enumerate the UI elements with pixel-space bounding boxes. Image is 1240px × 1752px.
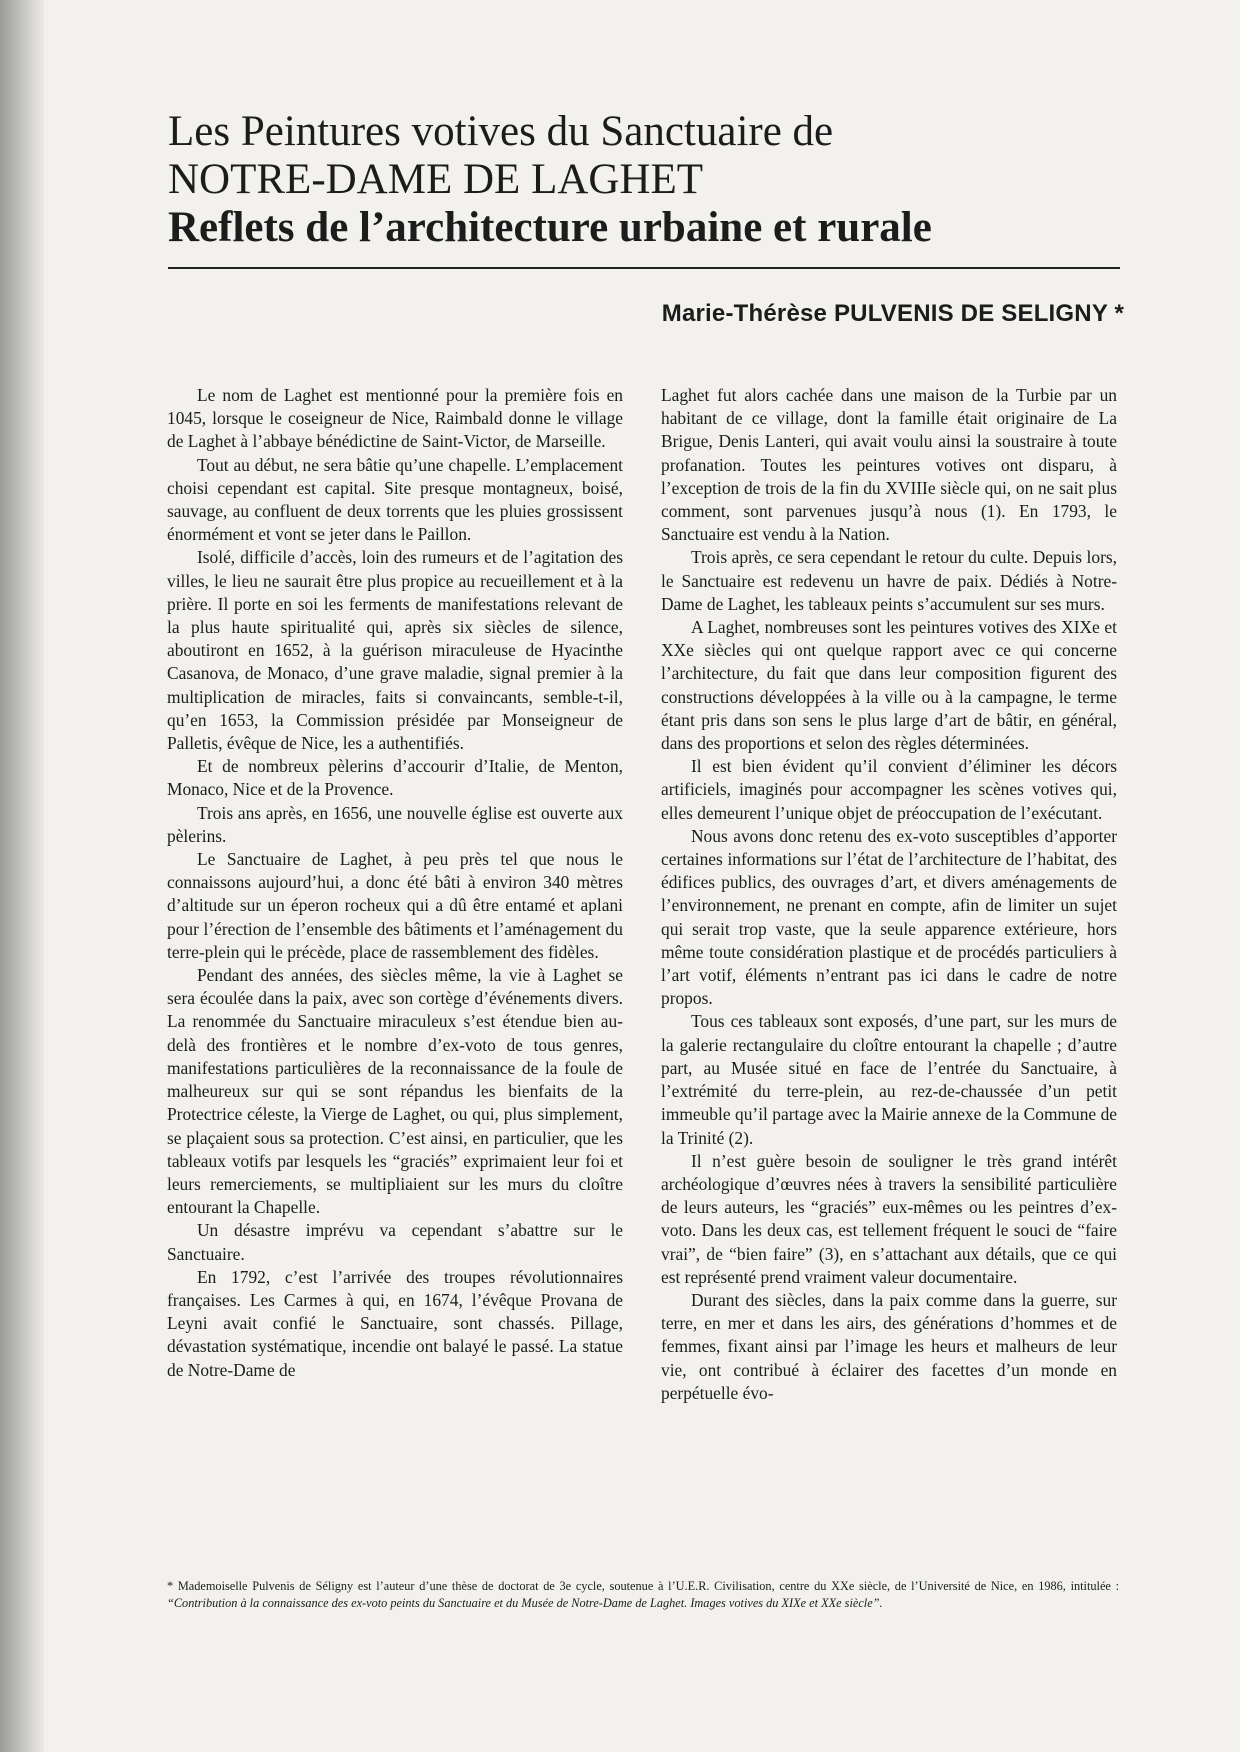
- paragraph: Trois ans après, en 1656, une nouvelle église est ouverte aux pèlerins.: [167, 802, 623, 846]
- paragraph: En 1792, c’est l’arrivée des troupes révolutionnaires françaises. Les Carmes à qui, en 1674, l’évêque Provana de Leyni avait confié le Sanctuaire, sont chassés. Pillage, dévastation systématique, incendie ont balayé le passé. La statue de Notre-Dame de: [167, 1266, 623, 1380]
- paragraph: Isolé, difficile d’accès, loin des rumeurs et de l’agitation des villes, le lieu ne saurait être plus propice au recueillement et à la prière. Il porte en soi les ferments de manifestations relevant de la plus haute spiritualité qui, après six siècles de silence, aboutiront en 1652, à la guérison miraculeuse de Hyacinthe Casanova, de Monaco, d’une grave maladie, signal premier à la multiplication de miracles, faits si convaincants, semble-t-il, qu’en 1653, la Commission présidée par Monseigneur de Palletis, évêque de Nice, les a authentifiés.: [167, 547, 623, 754]
- author-name: Marie-Thérèse PULVENIS DE SELIGNY *: [661, 300, 1124, 327]
- footnote: [167, 1578, 1119, 1612]
- paragraph: Il n’est guère besoin de souligner le très grand intérêt archéologique d’œuvres nées à travers la sensibilité particulière de leurs auteurs, les “graciés” eux-mêmes ou les peintres d’ex-voto. Dans les deux cas, est tellement fréquent le souci de “faire vrai”, de “bien faire” (3), en s’attachant aux détails, que ce qui est représenté prend vraiment valeur documentaire.: [661, 1150, 1117, 1287]
- paragraph: Pendant des années, des siècles même, la vie à Laghet se sera écoulée dans la paix, avec son cortège d’événements divers. La renommée du Sanctuaire miraculeux s’est étendue bien au-delà des frontières et le nombre d’ex-voto de tous genres, manifestations particulières de la reconnaissance de la foule de malheureux sur qui se sont répandus les bienfaits de la Protectrice céleste, la Vierge de Laghet, ou qui, plus simplement, se plaçaient sous sa protection. C’est ainsi, en particulier, que les tableaux votifs par lesquels les “graciés” exprimaient leur foi et leurs remerciements, se multipliaient sur les murs du cloître entourant la Chapelle.: [167, 965, 623, 1218]
- title-line-1: Les Peintures votives du Sanctuaire de: [168, 108, 834, 155]
- paragraph: Durant des siècles, dans la paix comme dans la guerre, sur terre, en mer et dans les airs, des générations d’hommes et de femmes, fixant ainsi par l’image les heurs et malheurs de leur vie, ont contribué à éclairer des facettes d’un monde en perpétuelle évo-: [661, 1289, 1117, 1403]
- left-column: [167, 384, 623, 1382]
- paragraph: Laghet fut alors cachée dans une maison de la Turbie par un habitant de ce village, dont la famille était originaire de La Brigue, Denis Lanteri, qui avait voulu ainsi la soustraire à toute profanation. Toutes les peintures votives ont disparu, à l’exception de trois de la fin du XVIIIe siècle qui, on ne sait plus comment, sont parvenues jusqu’à nous (1). En 1793, le Sanctuaire est vendu à la Nation.: [661, 385, 1117, 545]
- page-spine-shadow: [0, 0, 44, 1752]
- article-title: [168, 108, 1128, 252]
- paragraph: Tout au début, ne sera bâtie qu’une chapelle. L’emplacement choisi cependant est capital. Site presque montagneux, boisé, sauvage, au confluent de deux torrents que les pluies grossissent énormément et vont se jeter dans le Paillon.: [167, 454, 623, 545]
- title-rule: [168, 267, 1120, 269]
- paragraph: Le Sanctuaire de Laghet, à peu près tel que nous le connaissons aujourd’hui, a donc été bâti à environ 340 mètres d’altitude sur un éperon rocheux qui a dû être entamé et aplani pour l’érection de l’ensemble des bâtiments et l’aménagement du terre-plein qui le précède, place de rassemblement des fidèles.: [167, 849, 623, 962]
- footnote-thesis-title: “Contribution à la connaissance des ex-voto peints du Sanctuaire et du Musée de Notre-Dame de Laghet. Images votives du XIXe et XXe siècle”.: [167, 1596, 883, 1610]
- paragraph: Tous ces tableaux sont exposés, d’une part, sur les murs de la galerie rectangulaire du cloître entourant la chapelle ; d’autre part, au Musée situé en face de l’entrée du Sanctuaire, à l’extrémité du terre-plein, au rez-de-chaussée d’un petit immeuble qu’il partage avec la Mairie annexe de la Commune de la Trinité (2).: [661, 1011, 1117, 1148]
- paragraph: A Laghet, nombreuses sont les peintures votives des XIXe et XXe siècles qui ont quelque rapport avec ce qui concerne l’architecture, du fait que dans leur composition figurent des constructions développées à la ville ou à la campagne, le terme étant pris dans son sens le plus large d’art de bâtir, en général, dans des proportions et selon des règles déterminées.: [661, 617, 1117, 754]
- paragraph: Le nom de Laghet est mentionné pour la première fois en 1045, lorsque le coseigneur de Nice, Raimbald donne le village de Laghet à l’abbaye bénédictine de Saint-Victor, de Marseille.: [167, 385, 623, 452]
- right-column: [661, 384, 1117, 1405]
- paragraph: Et de nombreux pèlerins d’accourir d’Italie, de Menton, Monaco, Nice et de la Provence.: [167, 756, 623, 800]
- footnote-text: * Mademoiselle Pulvenis de Séligny est l’auteur d’une thèse de doctorat de 3e cycle, soutenue à l’U.E.R. Civilisation, centre du XXe siècle, de l’Université de Nice, en 1986, intitulée :: [167, 1579, 1119, 1593]
- title-line-3: Reflets de l’architecture urbaine et rurale: [168, 204, 932, 251]
- paragraph: Il est bien évident qu’il convient d’éliminer les décors artificiels, imaginés pour accompagner les scènes votives qui, elles demeurent l’unique objet de préoccupation de l’exécutant.: [661, 756, 1117, 823]
- paragraph: Nous avons donc retenu des ex-voto susceptibles d’apporter certaines informations sur l’état de l’architecture de l’habitat, des édifices publics, des ouvrages d’art, et divers aménagements de l’environnement, ne prenant en compte, afin de limiter un sujet qui serait trop vaste, que la seule apparence extérieure, hors même toute considération plastique et de procédés particuliers à l’art votif, éléments n’entrant pas ici dans le cadre de notre propos.: [661, 825, 1117, 1009]
- paragraph: Trois après, ce sera cependant le retour du culte. Depuis lors, le Sanctuaire est redevenu un havre de paix. Dédiés à Notre-Dame de Laghet, les tableaux peints s’accumulent sur ses murs.: [661, 547, 1117, 614]
- title-line-2: NOTRE-DAME DE LAGHET: [168, 156, 704, 203]
- paragraph: Un désastre imprévu va cependant s’abattre sur le Sanctuaire.: [167, 1220, 623, 1264]
